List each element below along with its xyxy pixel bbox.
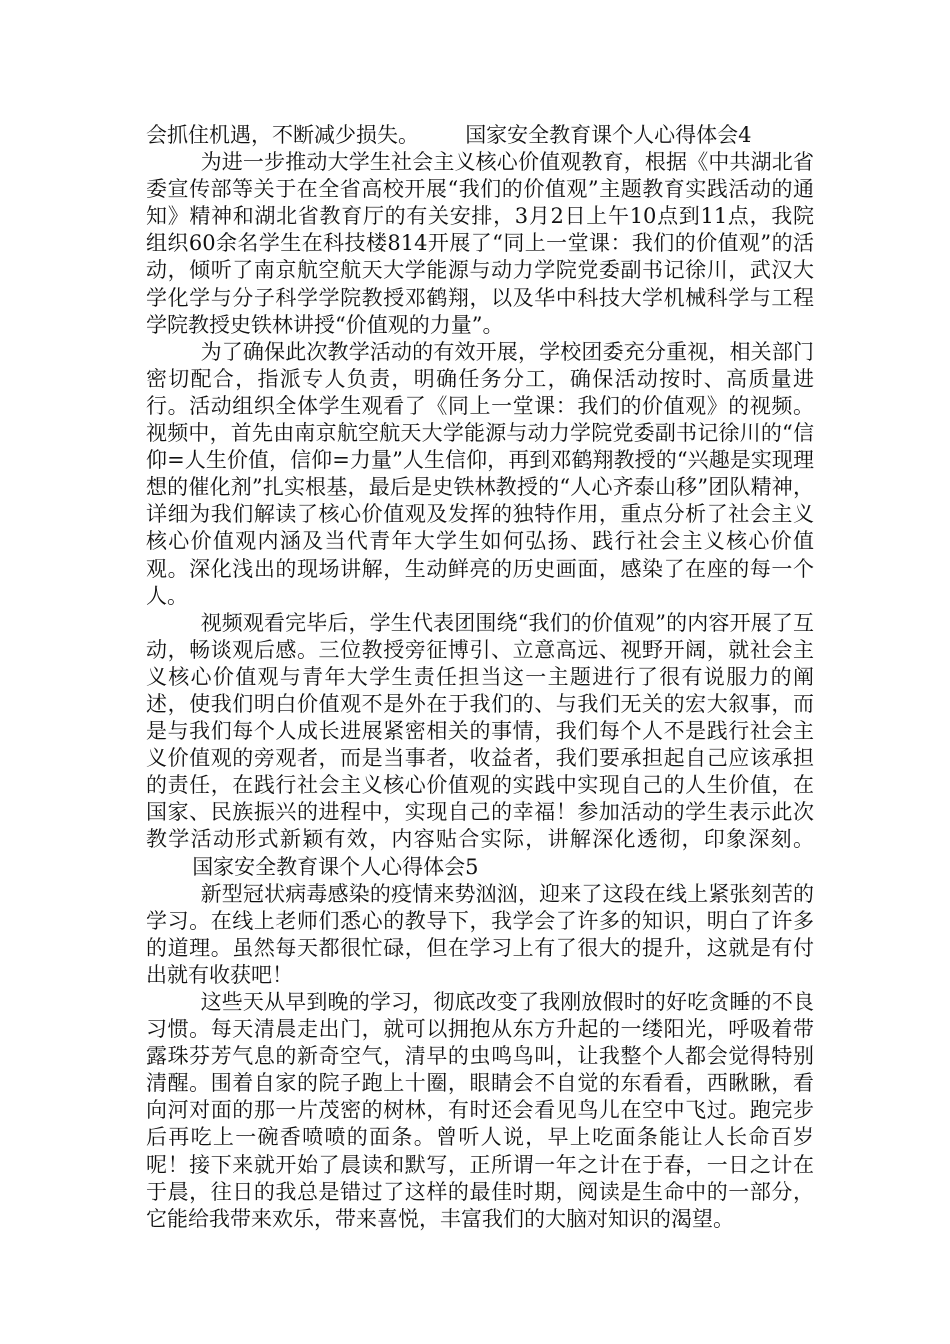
essay-4-heading: 国家安全教育课个人心得体会4 <box>465 123 752 147</box>
document-page <box>146 122 814 1233</box>
essay-5-paragraph-2: 这些天从早到晚的学习，彻底改变了我刚放假时的好吃贪睡的不良习惯。每天清晨走出门，就可以拥抱从东方升起的一缕阳光，呼吸着带露珠芬芳气息的新奇空气，清早的虫鸣鸟叫，让我整个人都会觉得特别清醒。围着自家的院子跑上十圈，眼睛会不自觉的东看看，西瞅瞅，看向河对面的那一片茂密的树林，有时还会看见鸟儿在空中飞过。跑完步后再吃上一碗香喷喷的面条。曾听人说，早上吃面条能让人长命百岁呢！接下来就开始了晨读和默写，正所谓一年之计在于春，一日之计在于晨，往日的我总是错过了这样的最佳时期，阅读是生命中的一部分，它能给我带来欢乐，带来喜悦，丰富我们的大脑对知识的渴望。 <box>146 990 814 1231</box>
essay-5-heading: 国家安全教育课个人心得体会5 <box>192 854 479 879</box>
essay-5-paragraph-1: 新型冠状病毒感染的疫情来势汹汹，迎来了这段在线上紧张刻苦的学习。在线上老师们悉心的教导下，我学会了许多的知识，明白了许多的道理。虽然每天都很忙碌，但在学习上有了很大的提升，这就是有付出就有收获吧！ <box>146 881 814 987</box>
opening-line: 会抓住机遇，不断减少损失。 <box>146 123 419 147</box>
opening-paragraph <box>146 122 814 149</box>
essay-4-paragraph-2: 为了确保此次教学活动的有效开展，学校团委充分重视，相关部门密切配合，指派专人负责，明确任务分工，确保活动按时、高质量进行。活动组织全体学生观看了《同上一堂课：我们的价值观》的视频。视频中，首先由南京航空航天大学能源与动力学院党委副书记徐川的“信仰=人生价值，信仰=力量”人生信仰，再到邓鹤翔教授的“兴趣是实现理想的催化剂”扎实根基，最后是史铁林教授的“人心齐泰山移”团队精神，详细为我们解读了核心价值观及发挥的独特作用，重点分析了社会主义核心价值观内涵及当代青年大学生如何弘扬、践行社会主义核心价值观。深化浅出的现场讲解，生动鲜亮的历史画面，感染了在座的每一个人。 <box>146 339 814 608</box>
essay-4-paragraph-3-text: 视频观看完毕后，学生代表团围绕“我们的价值观”的内容开展了互动，畅谈观后感。三位教授旁征博引、立意高远、视野开阔，就社会主义核心价值观与青年大学生责任担当这一主题进行了很有说服力的阐述，使我们明白价值观不是外在于我们的、与我们无关的宏大叙事，而是与我们每个人成长进展紧密相关的事情，我们每个人不是践行社会主义价值观的旁观者，而是当事者，收益者，我们要承担起自己应该承担的责任，在践行社会主义核心价值观的实践中实现自己的人生价值，在国家、民族振兴的进程中，实现自己的幸福！参加活动的学生表示此次教学活动形式新颖有效，内容贴合实际，讲解深化透彻，印象深刻。 <box>146 610 814 852</box>
essay-4-paragraph-1: 为进一步推动大学生社会主义核心价值观教育，根据《中共湖北省委宣传部等关于在全省高校开展“我们的价值观”主题教育实践活动的通知》精神和湖北省教育厅的有关安排，3月2日上午10点到11点，我院组织60余名学生在科技楼814开展了“同上一堂课：我们的价值观”的活动，倾听了南京航空航天大学能源与动力学院党委副书记徐川，武汉大学化学与分子科学学院教授邓鹤翔，以及华中科技大学机械科学与工程学院教授史铁林讲授“价值观的力量”。 <box>146 150 814 337</box>
essay-4-paragraph-3 <box>146 610 814 881</box>
